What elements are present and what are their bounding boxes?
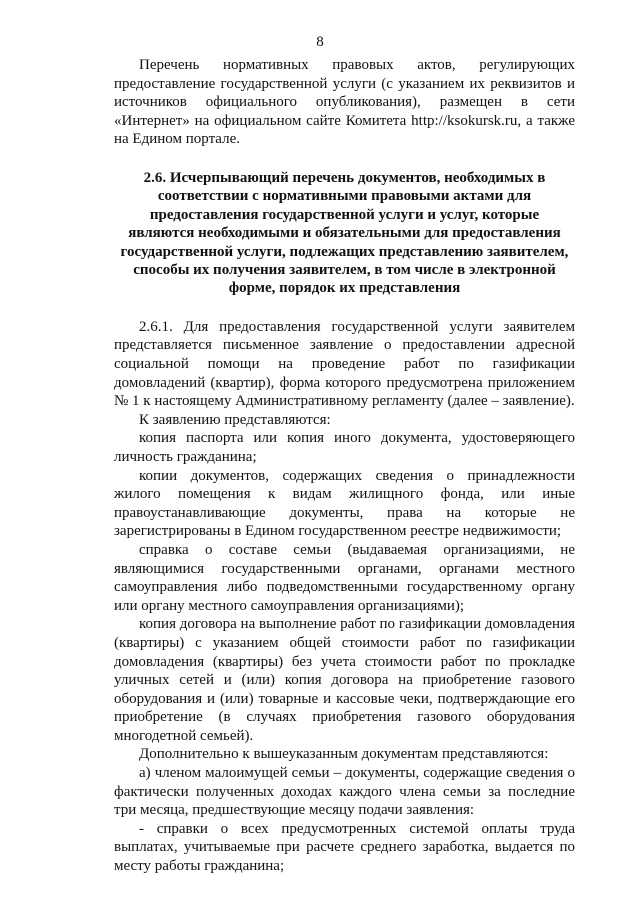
paragraph-additional-documents: Дополнительно к вышеуказанным документам представляются: (139, 746, 549, 763)
list-item-passport-copy: копия паспорта или копия иного документа, удостоверяющего личность гражданина; (114, 430, 575, 465)
page-number: 8 (316, 34, 324, 50)
list-item-housing-documents: копии документов, содержащих сведения о принадлежности жилого помещения к видам жилищного фонда, или иные правоустанавливающие документы, права на которые не зарегистрированы в Едином государственном реестре недвижимости; (114, 467, 575, 540)
list-item-low-income-family: а) членом малоимущей семьи – документы, содержащие сведения о фактически полученных доходах каждого члена семьи за последние три месяца, предшествующие месяцу подачи заявления: (114, 765, 575, 819)
section-heading: 2.6. Исчерпывающий перечень документов, необходимых в соответствии с нормативными правовыми актами для предоставления государственной услуги и услуг, которые являются необходимыми и обязательными для предоставления государственной услуги, подлежащих представлению заявителем, способы их получения заявителем, в том числе в электронной форме, порядок их представления (120, 169, 569, 297)
document-body (114, 56, 575, 876)
list-item-gasification-contract: копия договора на выполнение работ по газификации домовладения (квартиры) с указанием общей стоимости работ по газификации домовладения (квартиры) без учета стоимости работ по прокладке уличных сетей и (или) копия договора на приобретение газового оборудования и (или) товарные и кассовые чеки, подтверждающие его приобретение (в случаях приобретения газового оборудования многодетной семьей). (114, 616, 575, 744)
intro-paragraph: Перечень нормативных правовых актов, регулирующих предоставление государственной услуги (с указанием их реквизитов и источников официального опубликования), размещен в сети «Интернет» на официальном сайте Комитета http://ksokursk.ru, а также на Едином портале. (114, 57, 575, 148)
list-item-salary-certificates: - справки о всех предусмотренных системой оплаты труда выплатах, учитываемые при расчете среднего заработка, выдается по месту работы гражданина; (114, 820, 575, 875)
list-item-family-certificate: справка о составе семьи (выдаваемая организациями, не являющимися государственными органами, органами местного самоуправления либо подведомственными государственному органу или органу местного самоуправления организациями); (114, 541, 575, 614)
paragraph-documents-intro: К заявлению представляются: (139, 411, 331, 428)
paragraph-2-6-1: 2.6.1. Для предоставления государственной услуги заявителем представляется письменное заявление о предоставлении адресной социальной помощи на проведение работ по газификации домовладений (квартир), форма которого предусмотрена приложением № 1 к настоящему Административному регламенту (далее – заявление). (114, 318, 575, 410)
